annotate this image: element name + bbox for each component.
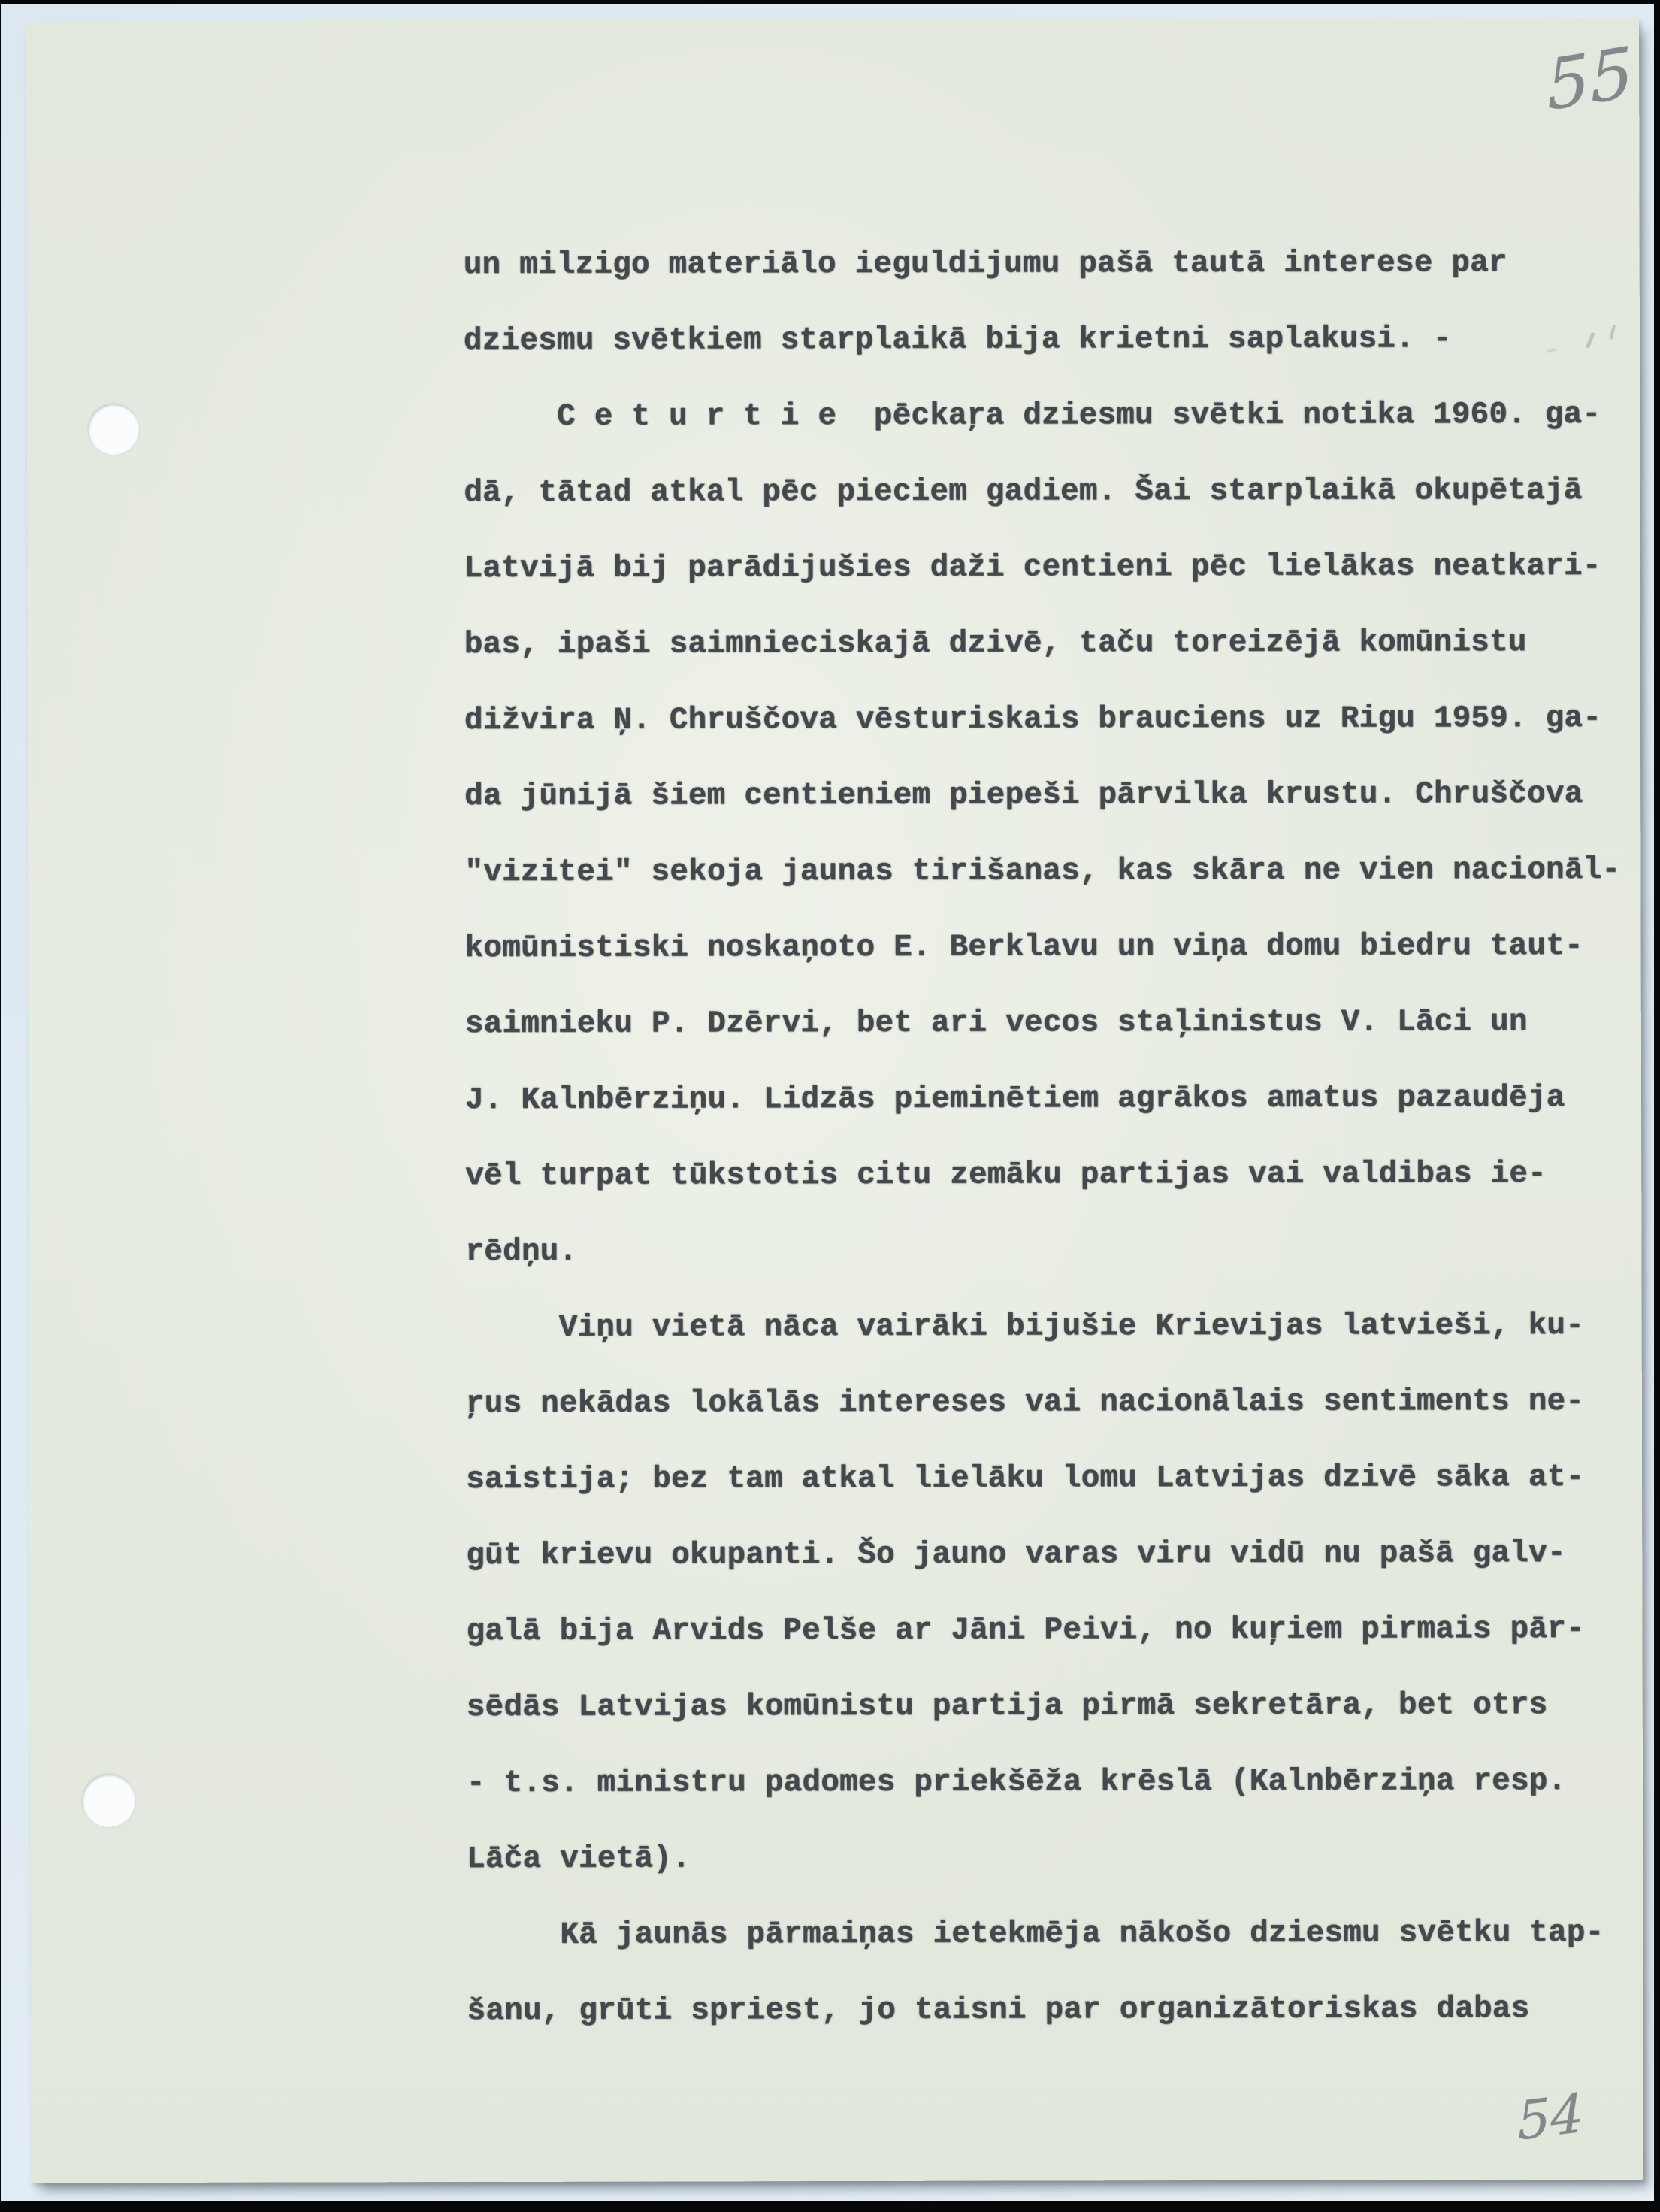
text-line: dižvira Ņ. Chruščova vēsturiskais brauciens uz Rigu 1959. ga- (464, 701, 1602, 738)
text-line: saimnieku P. Dzērvi, bet ari vecos staļinistus V. Lāci un (464, 1004, 1528, 1042)
text-line: dziesmu svētkiem starplaikā bija krietni saplakusi. - (463, 321, 1452, 359)
text-line: sēdās Latvijas komūnistu partija pirmā sekretāra, bet otrs (466, 1687, 1548, 1725)
text-line: dā, tātad atkal pēc pieciem gadiem. Šai starplaikā okupētajā (464, 473, 1583, 510)
text-line: - t.s. ministru padomes priekšēža krēslā (Kalnbērziņa resp. (466, 1763, 1567, 1801)
page-number-top-right: 55 (1544, 32, 1636, 127)
text-line: da jūnijā šiem centieniem piepeši pārvilka krustu. Chruščova (464, 776, 1583, 814)
text-line: un milzigo materiālo ieguldijumu pašā tautā interese par (463, 245, 1507, 283)
text-line: Viņu vietā nāca vairāki bijušie Krievijas latvieši, ku- (465, 1308, 1584, 1345)
punch-hole-bottom (82, 1774, 135, 1827)
text-line: Kā jaunās pārmaiņas ietekmēja nākošo dziesmu svētku tap- (467, 1915, 1604, 1953)
text-line: J. Kalnbērziņu. Lidzās pieminētiem agrākos amatus pazaudēja (464, 1080, 1565, 1118)
text-line: vēl turpat tūkstotis citu zemāku partijas vai valdibas ie- (465, 1156, 1547, 1194)
text-line: saistija; bez tam atkal lielāku lomu Latvijas dzivē sāka at- (466, 1460, 1585, 1497)
text-line: rēdņu. (465, 1234, 578, 1269)
paper-page (26, 18, 1643, 2183)
punch-hole-top (88, 404, 139, 455)
text-line: bas, ipaši saimnieciskajā dzivē, taču toreizējā komūnistu (464, 625, 1527, 662)
text-line: C e t u r t i e pēckaŗa dziesmu svētki notika 1960. ga- (464, 397, 1601, 434)
page-number-bottom-right: 54 (1516, 2082, 1586, 2153)
text-line: "vizitei" sekoja jaunas tirišanas, kas skāra ne vien nacionāl- (464, 852, 1621, 890)
text-line: Latvijā bij parādijušies daži centieni pēc lielākas neatkari- (464, 549, 1601, 586)
text-line: šanu, grūti spriest, jo taisni par organizātoriskas dabas (467, 1991, 1530, 2029)
text-line: komūnistiski noskaņoto E. Berklavu un viņa domu biedru taut- (464, 928, 1583, 966)
typewritten-text-block (464, 225, 1640, 2049)
text-line: Lāča vietā). (467, 1841, 691, 1877)
text-line: ŗus nekādas lokālās intereses vai nacionālais sentiments ne- (465, 1384, 1585, 1421)
text-line: gūt krievu okupanti. Šo jauno varas viru vidū nu pašā galv- (466, 1536, 1566, 1573)
text-line: galā bija Arvids Pelše ar Jāni Peivi, no kuŗiem pirmais pār- (466, 1611, 1585, 1649)
